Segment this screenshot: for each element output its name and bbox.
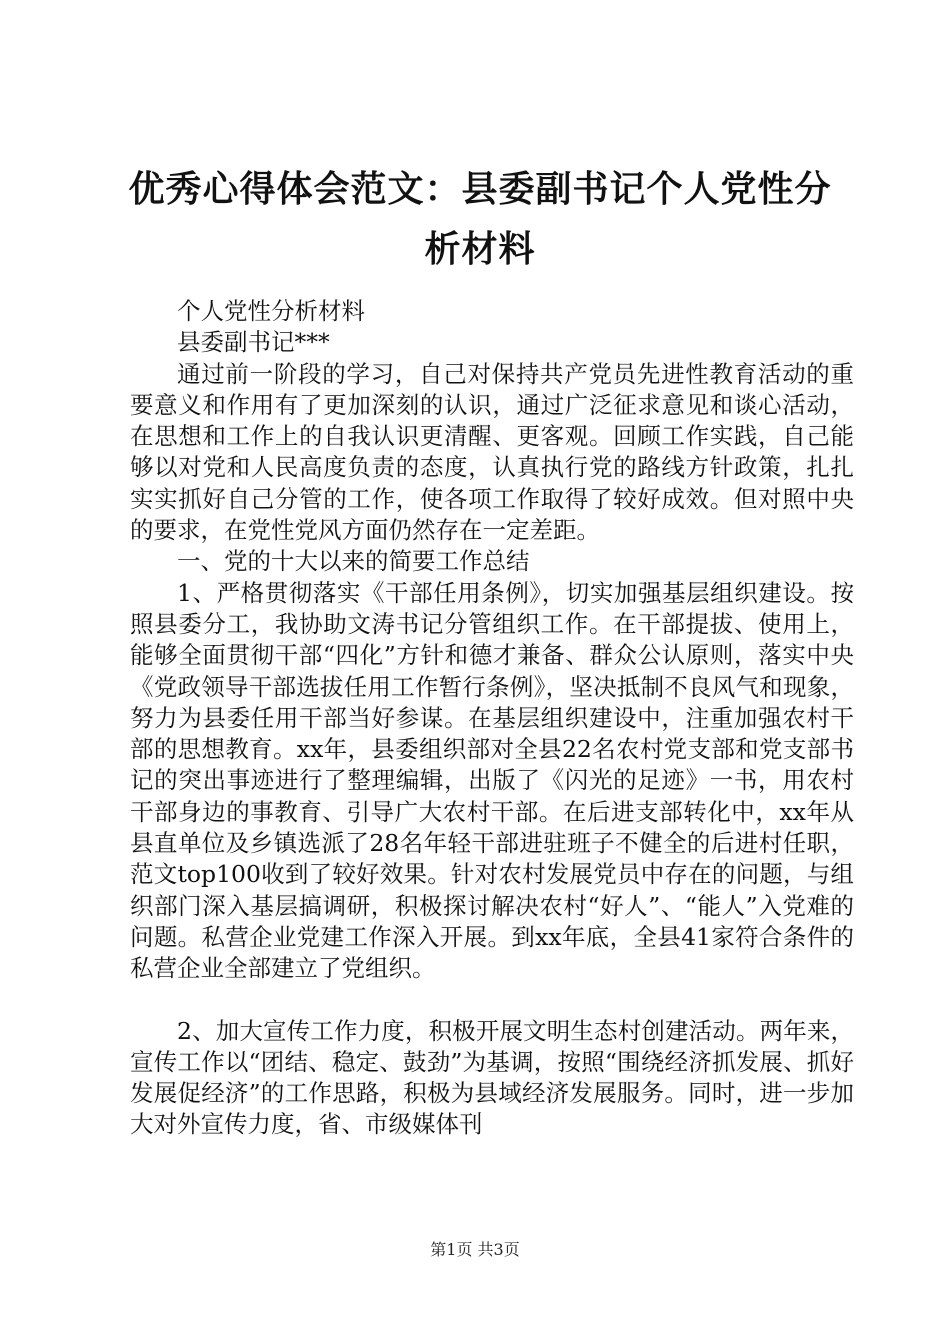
document-body	[130, 296, 854, 1141]
intro-paragraph: 通过前一阶段的学习，自己对保持共产党员先进性教育活动的重要意义和作用有了更加深刻的认识，通过广泛征求意见和谈心活动，在思想和工作上的自我认识更清醒、更客观。回顾工作实践，自己能够以对党和人民高度负责的态度，认真执行党的路线方针政策，扎扎实实抓好自己分管的工作，使各项工作取得了较好成效。但对照中央的要求，在党性党风方面仍然存在一定差距。	[130, 359, 854, 545]
document-title: 优秀心得体会范文：县委副书记个人党性分析材料	[128, 169, 832, 270]
page-number-footer: 第1页 共3页	[430, 1240, 520, 1259]
subtitle-line: 个人党性分析材料	[177, 297, 365, 325]
author-line: 县委副书记***	[177, 328, 330, 357]
body-paragraph: 2、加大宣传工作力度，积极开展文明生态村创建活动。两年来，宣传工作以“团结、稳定、鼓劲”为基调，按照“围绕经济抓发展、抓好发展促经济”的工作思路，积极为县域经济发展服务。同时，进一步加大对外宣传力度，省、市级媒体刊	[130, 1016, 854, 1139]
section-heading: 一、党的十大以来的简要工作总结	[177, 547, 530, 576]
body-paragraph: 1、严格贯彻落实《干部任用条例》，切实加强基层组织建设。按照县委分工，我协助文涛书记分管组织工作。在干部提拔、使用上，能够全面贯彻干部“四化”方针和德才兼备、群众公认原则，落实中央《党政领导干部选拔任用工作暂行条例》，坚决抵制不良风气和现象，努力为县委任用干部当好参谋。在基层组织建设中，注重加强农村干部的思想教育。xx年，县委组织部对全县22名农村党支部和党支部书记的突出事迹进行了整理编辑，出版了《闪光的足迹》一书，用农村干部身边的事教育、引导广大农村干部。在后进支部转化中，xx年从县直单位及乡镇选派了28名年轻干部进驻班子不健全的后进村任职，范文top100收到了较好效果。针对农村发展党员中存在的问题，与组织部门深入基层搞调研，积极探讨解决农村“好人”、“能人”入党难的问题。私营企业党建工作深入开展。到xx年底，全县41家符合条件的私营企业全部建立了党组织。	[130, 578, 854, 983]
